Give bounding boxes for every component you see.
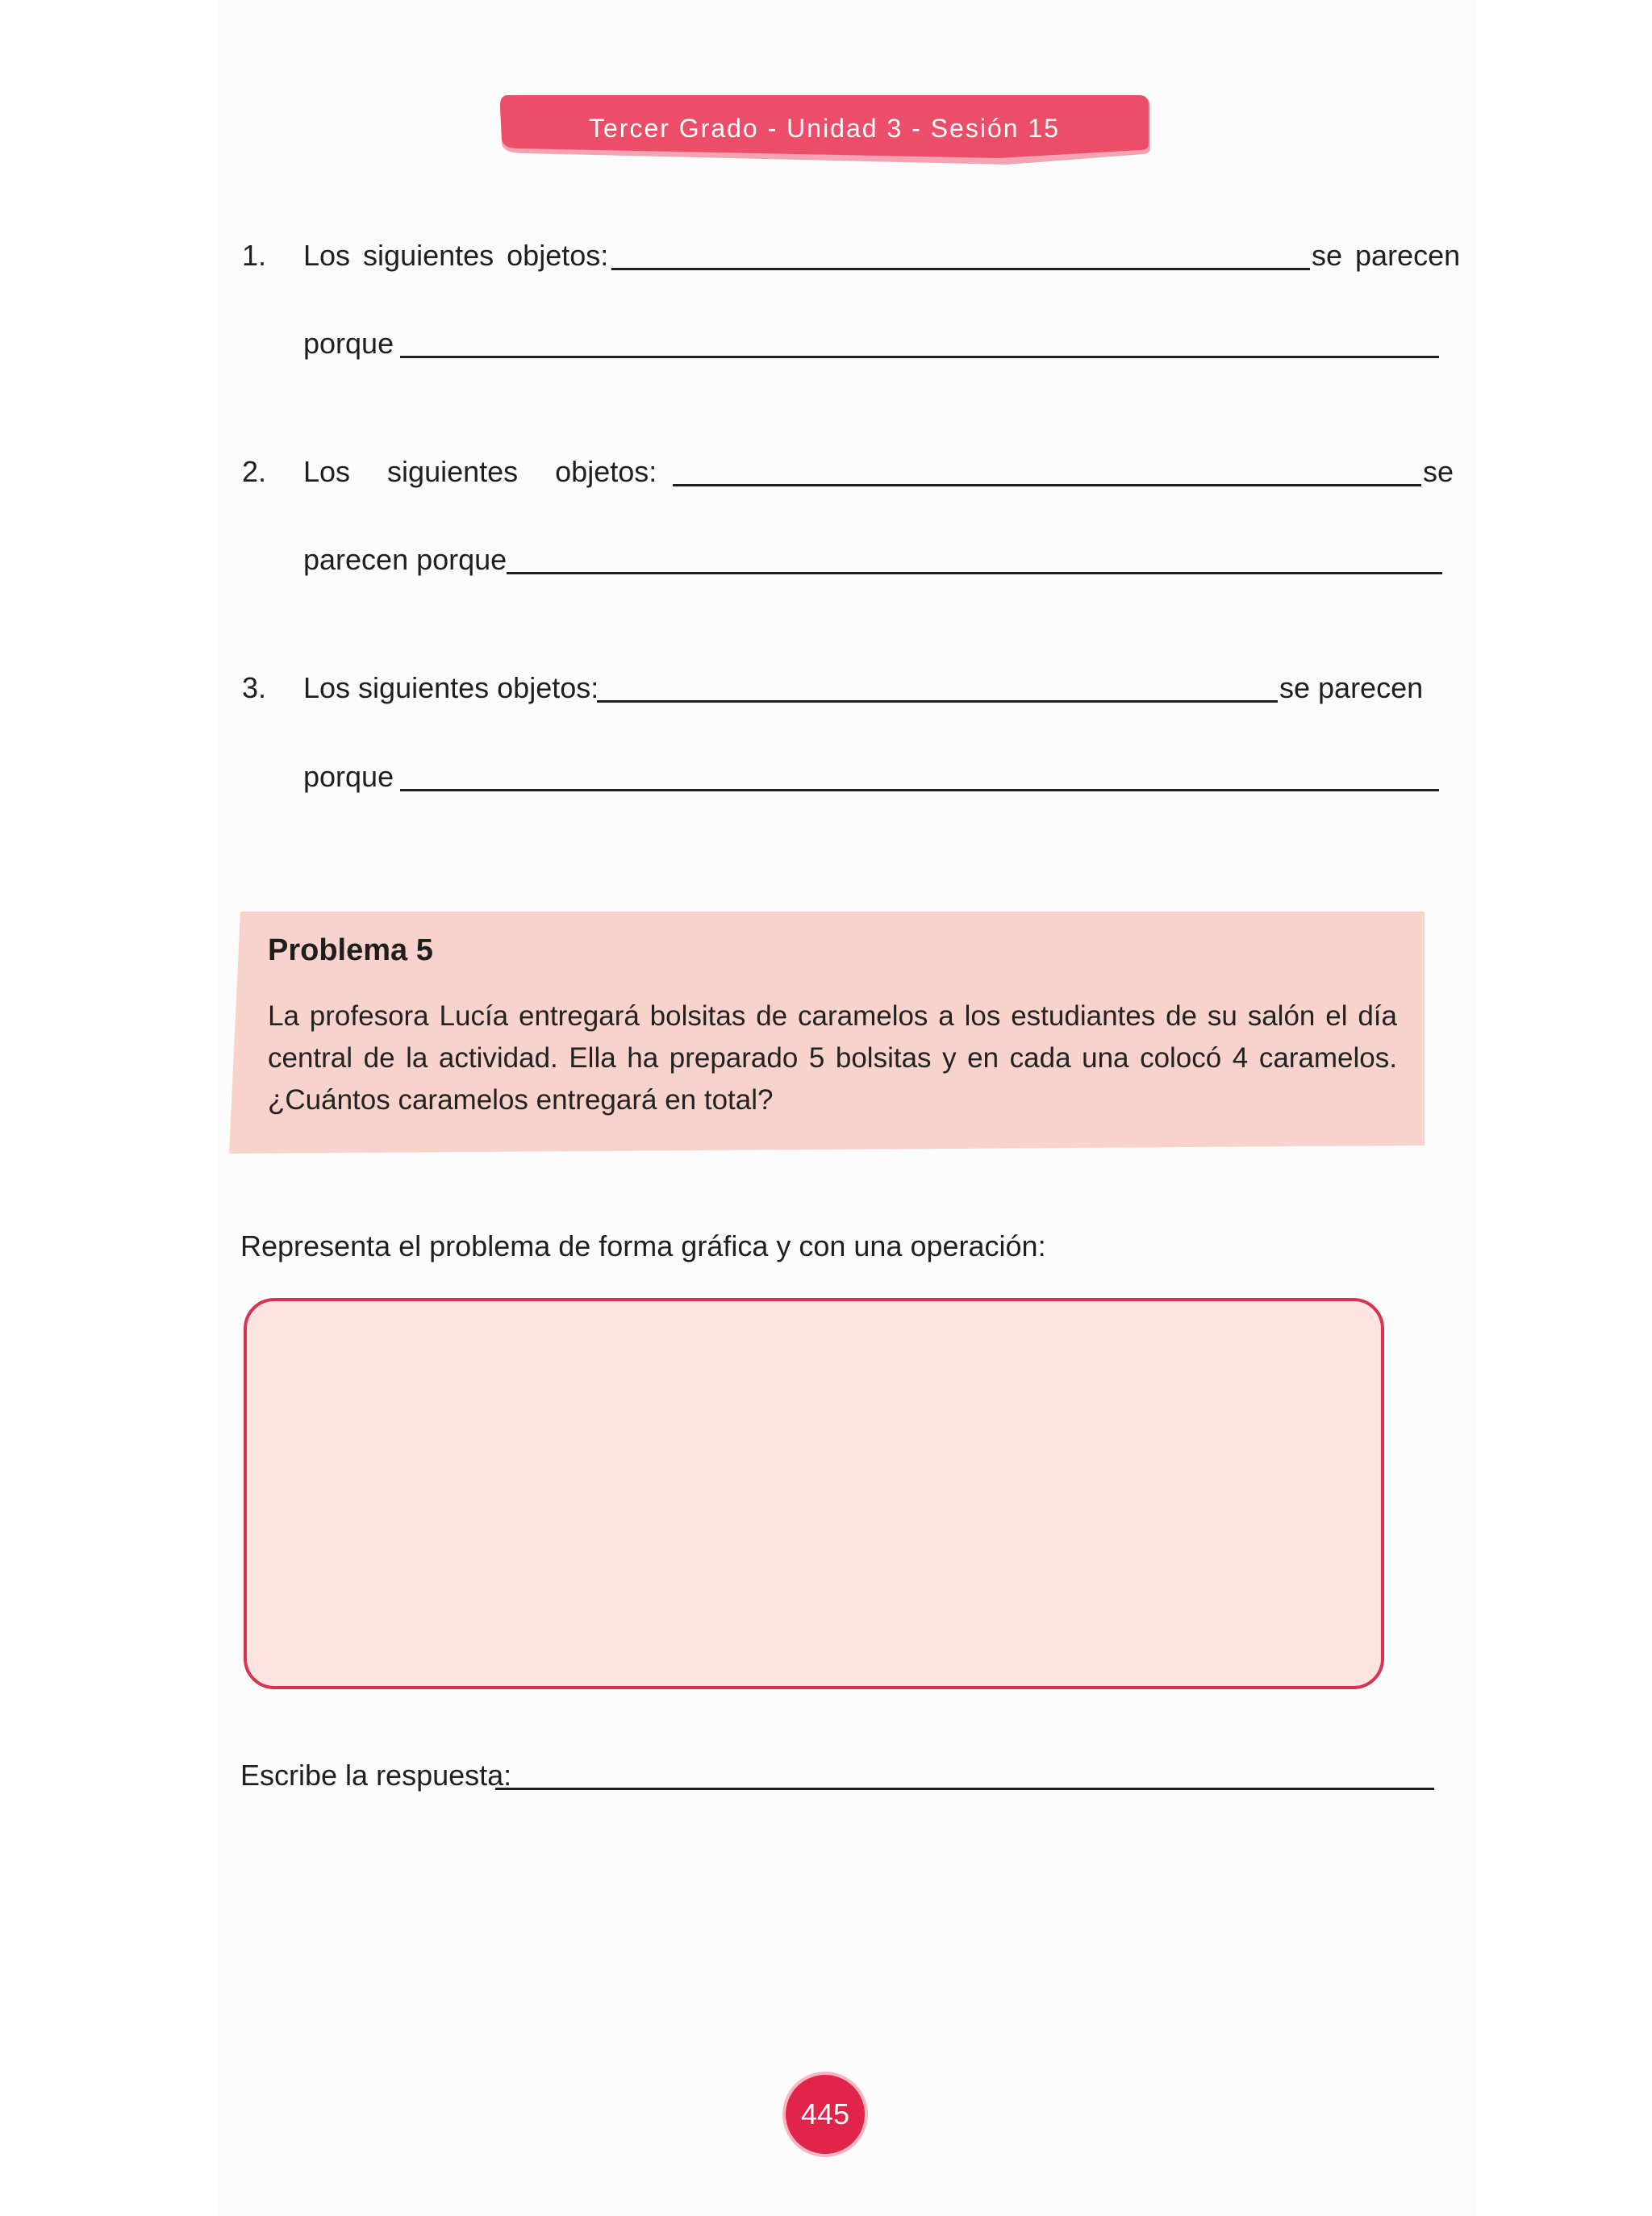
because-answer-line[interactable] [507,572,1442,574]
exercise-because-label: porque [303,760,394,793]
session-banner [499,95,1150,168]
exercise-number: 2. [242,455,267,488]
problem-statement: La profesora Lucía entregará bolsitas de caramelos a los estudiantes de su salón el día central de la actividad. Ella ha preparado 5 bolsitas y en cada una colocó 4 caramelos. ¿Cuántos caramelos entregará en total? [268,1000,1397,1116]
instruction-text: Representa el problema de forma gráfica y con una operación: [240,1229,1046,1262]
because-answer-line[interactable] [400,356,1439,358]
exercise-number: 3. [242,671,267,704]
objects-answer-line[interactable] [673,484,1421,486]
because-answer-line[interactable] [400,789,1439,791]
problem-card [229,912,1426,1154]
page-number-badge: 445 [782,2072,868,2157]
exercise-because-label: porque [303,327,394,360]
exercise-suffix: se parecen [1279,671,1424,704]
exercise-prompt: Los siguientes objetos: [303,239,609,272]
exercise-prompt: Los siguientes objetos: [303,671,599,704]
exercise-suffix: se parecen [1312,239,1461,272]
objects-answer-line[interactable] [597,700,1278,703]
answer-label: Escribe la respuesta: [240,1759,512,1792]
exercise-suffix: se [1423,455,1454,488]
drawing-area[interactable] [244,1298,1384,1689]
exercise-because-label: parecen porque [303,543,507,576]
problem-title: Problema 5 [268,933,433,967]
session-title: Tercer Grado - Unidad 3 - Sesión 15 [588,114,1061,143]
exercise-prompt: Los siguientes objetos: [303,455,657,488]
objects-answer-line[interactable] [611,268,1310,270]
answer-line[interactable] [495,1788,1434,1790]
exercise-number: 1. [242,239,267,272]
